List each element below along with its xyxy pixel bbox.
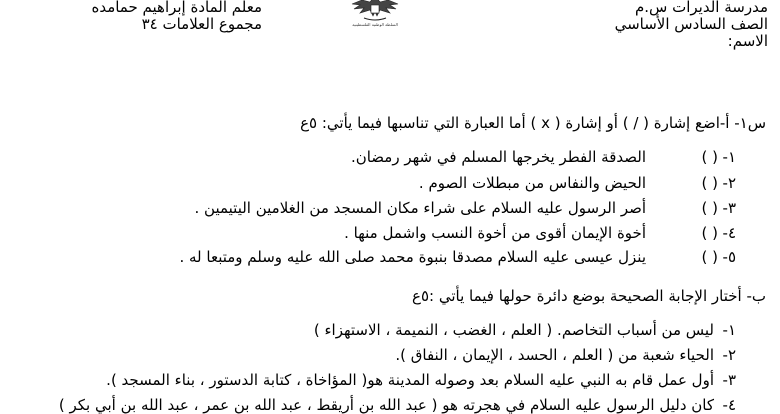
section-b-item-1-text: ليس من أسباب التخاصم. ( العلم ، الغضب ، النميمة ، الاستهزاء ) — [313, 321, 714, 339]
section-b-item-2-text: الحياء شعبة من ( العلم ، الحسد ، الإيمان ، النفاق ). — [395, 346, 714, 364]
section-a-item-2-text: الحيض والنفاس من مبطلات الصوم . — [418, 174, 646, 192]
section-a-item-3-text: أصر الرسول عليه السلام على شراء مكان المسجد من الغلامين اليتيمين . — [194, 199, 646, 217]
section-b-item-3-num: ٣- — [722, 371, 736, 389]
emblem-caption: السلطة الوطنية الفلسطينية — [352, 22, 398, 27]
section-a-item-1-num: ١- — [722, 148, 736, 166]
section-b-item-4-num: ٤- — [722, 396, 736, 414]
section-a-item-5-num: ٥- — [722, 248, 736, 266]
section-a-item-4-text: أخوة الإيمان أقوى من أخوة النسب واشمل منها . — [344, 224, 646, 242]
section-b-item-2-num: ٢- — [722, 346, 736, 364]
section-a-item-4-num: ٤- — [722, 224, 736, 242]
total-marks: مجموع العلامات ٣٤ — [141, 15, 262, 33]
section-a-item-3-num: ٣- — [722, 199, 736, 217]
section-a-item-2-num: ٢- — [722, 174, 736, 192]
section-a-item-4-paren[interactable]: ( ) — [701, 224, 718, 242]
section-a-item-5-paren[interactable]: ( ) — [701, 248, 718, 266]
student-name-label: الاسم: — [727, 32, 768, 50]
section-a-item-3-paren[interactable]: ( ) — [701, 199, 718, 217]
header-school-info — [615, 0, 768, 49]
section-b-item-4-text: كان دليل الرسول عليه السلام في هجرته هو ( عبد الله بن أريقط ، عبد الله بن عمر ، عبد الله بن أبي بكر ) — [58, 396, 714, 414]
school-name: مدرسة الديرات س.م — [634, 0, 768, 16]
grade-label: الصف السادس الأساسي — [614, 15, 768, 33]
header-teacher-info — [92, 0, 262, 32]
palestinian-eagle-emblem-icon — [340, 0, 410, 28]
section-a-title: س١- أ-اضع إشارة ( / ) أو إشارة ( x ) أما العبارة التي تناسبها فيما يأتي: ٥ع — [300, 114, 766, 132]
teacher-name: معلم المادة إبراهيم حمامده — [91, 0, 262, 16]
section-a-item-1-paren[interactable]: ( ) — [701, 148, 718, 166]
section-b-item-1-num: ١- — [722, 321, 736, 339]
section-b-title: ب- أختار الإجابة الصحيحة بوضع دائرة حولها فيما يأتي :٥ع — [412, 287, 766, 305]
section-a-item-5-text: ينزل عيسى عليه السلام مصدقا بنبوة محمد صلى الله عليه وسلم ومتبعا له . — [179, 248, 646, 266]
section-a-item-1-text: الصدقة الفطر يخرجها المسلم في شهر رمضان. — [350, 148, 646, 166]
section-a-item-2-paren[interactable]: ( ) — [701, 174, 718, 192]
section-b-item-3-text: أول عمل قام به النبي عليه السلام بعد وصوله المدينة هو( المؤاخاة ، كتابة الدستور ، بناء المسجد ). — [106, 371, 714, 389]
